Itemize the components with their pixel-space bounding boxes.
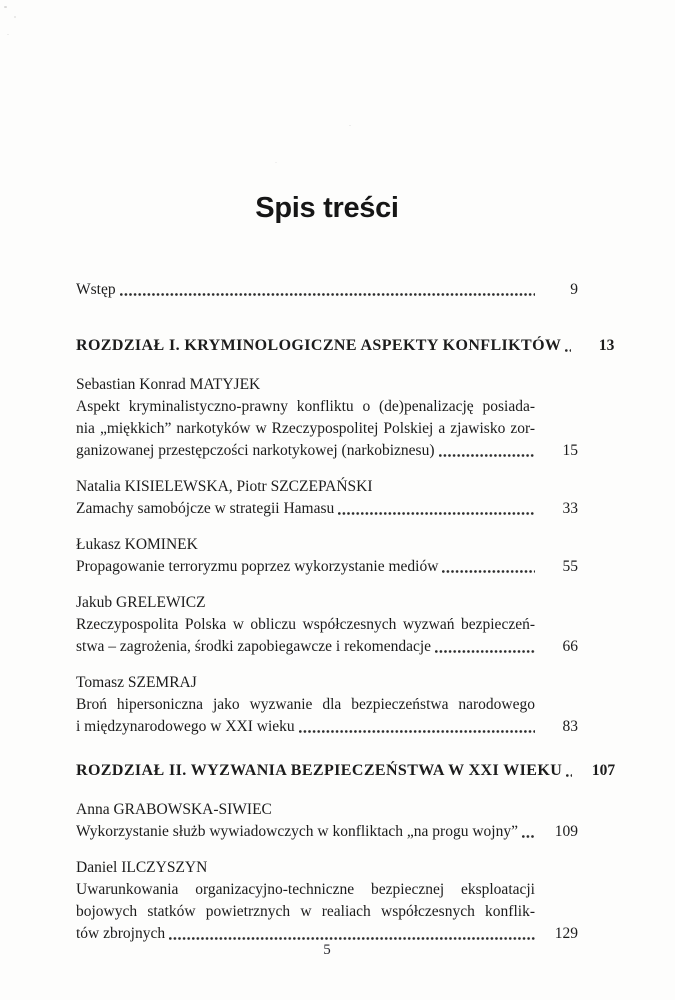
content-column xyxy=(76,0,616,945)
page-number: 83 xyxy=(562,718,578,735)
toc-row xyxy=(76,821,578,843)
toc-row xyxy=(76,716,578,738)
page-number: 13 xyxy=(598,337,615,354)
toc-row-text: ROZDZIAŁ I. KRYMINOLOGICZNE ASPEKTY KONFLIKTÓW xyxy=(76,337,562,354)
toc-article-entry xyxy=(76,534,578,578)
article-title-line: bojowych statków powietrznych w realiach współczesnych konflik- xyxy=(76,903,535,920)
toc-row-text: Zamachy samobójcze w strategii Hamasu xyxy=(76,500,335,517)
article-authors: Natalia KISIELEWSKA, Piotr SZCZEPAŃSKI xyxy=(76,478,373,495)
toc-row-text: ganizowanej przestępczości narkotykowej (narkobiznesu) xyxy=(76,442,435,459)
dotted-leader xyxy=(522,835,535,838)
dotted-leader xyxy=(439,454,535,457)
page-number: 15 xyxy=(562,442,578,459)
toc-row-text: i międzynarodowego w XXI wieku xyxy=(76,718,295,735)
page-number: 109 xyxy=(554,823,578,840)
article-authors: Sebastian Konrad MATYJEK xyxy=(76,376,261,393)
toc-row xyxy=(76,440,578,462)
page-number: 55 xyxy=(562,558,578,575)
dotted-leader xyxy=(299,730,535,733)
page-number: 129 xyxy=(554,925,578,942)
folio-page-number: 5 xyxy=(323,942,331,958)
toc-row-text: Wykorzystanie służb wywiadowczych w konfliktach „na progu wojny” xyxy=(76,823,518,840)
dotted-leader xyxy=(435,650,535,653)
toc-article-entry xyxy=(76,799,578,843)
page-number: 107 xyxy=(591,762,616,779)
toc-row-text: Wstęp xyxy=(76,281,116,298)
article-title-line: Aspekt kryminalistyczno-prawny konfliktu o (de)penalizację posiada- xyxy=(76,398,535,415)
scan-speck xyxy=(14,16,16,18)
toc-chapter-entry xyxy=(76,335,615,357)
toc-article-entry xyxy=(76,592,578,658)
toc-article-entry xyxy=(76,476,578,520)
dotted-leader xyxy=(169,937,535,940)
article-title-line: Broń hipersoniczna jako wyzwanie dla bezpieczeństwa narodowego xyxy=(76,696,535,713)
article-title-line: nia „miękkich” narkotyków w Rzeczypospolitej Polskiej a zjawisko zor- xyxy=(76,420,535,437)
page-number: 9 xyxy=(570,281,578,298)
toc-article-entry xyxy=(76,857,578,945)
dotted-leader xyxy=(120,293,535,296)
article-title-line: Rzeczypospolita Polska w obliczu współczesnych wyzwań bezpieczeń- xyxy=(76,616,535,633)
toc-row-text: Propagowanie terroryzmu poprzez wykorzystanie mediów xyxy=(76,558,439,575)
toc-row xyxy=(76,760,616,782)
article-authors: Anna GRABOWSKA-SIWIEC xyxy=(76,801,272,818)
dotted-leader xyxy=(338,512,535,515)
toc-row xyxy=(76,556,578,578)
page-title: Spis treści xyxy=(255,192,399,224)
toc-article-entry xyxy=(76,672,578,738)
toc-row xyxy=(76,279,578,301)
toc-row xyxy=(76,498,578,520)
toc-row-text: ROZDZIAŁ II. WYZWANIA BEZPIECZEŃSTWA W XXI WIEKU xyxy=(76,762,563,779)
page-number: 33 xyxy=(562,500,578,517)
toc-list xyxy=(76,279,616,945)
scan-speck xyxy=(4,6,7,8)
article-authors: Tomasz SZEMRAJ xyxy=(76,674,197,691)
page-number: 66 xyxy=(562,638,578,655)
article-title-line: Uwarunkowania organizacyjno-techniczne bezpiecznej eksploatacji xyxy=(76,881,535,898)
toc-row-text: stwa – zagrożenia, środki zapobiegawcze i rekomendacje xyxy=(76,638,432,655)
toc-row xyxy=(76,335,615,357)
scan-speck xyxy=(7,34,9,35)
toc-row-text: tów zbrojnych xyxy=(76,925,166,942)
article-authors: Łukasz KOMINEK xyxy=(76,536,198,553)
toc-entry xyxy=(76,279,578,301)
article-authors: Jakub GRELEWICZ xyxy=(76,594,206,611)
toc-row xyxy=(76,636,578,658)
article-authors: Daniel ILCZYSZYN xyxy=(76,859,208,876)
toc-article-entry xyxy=(76,374,578,462)
dotted-leader xyxy=(442,570,535,573)
toc-chapter-entry xyxy=(76,760,616,782)
